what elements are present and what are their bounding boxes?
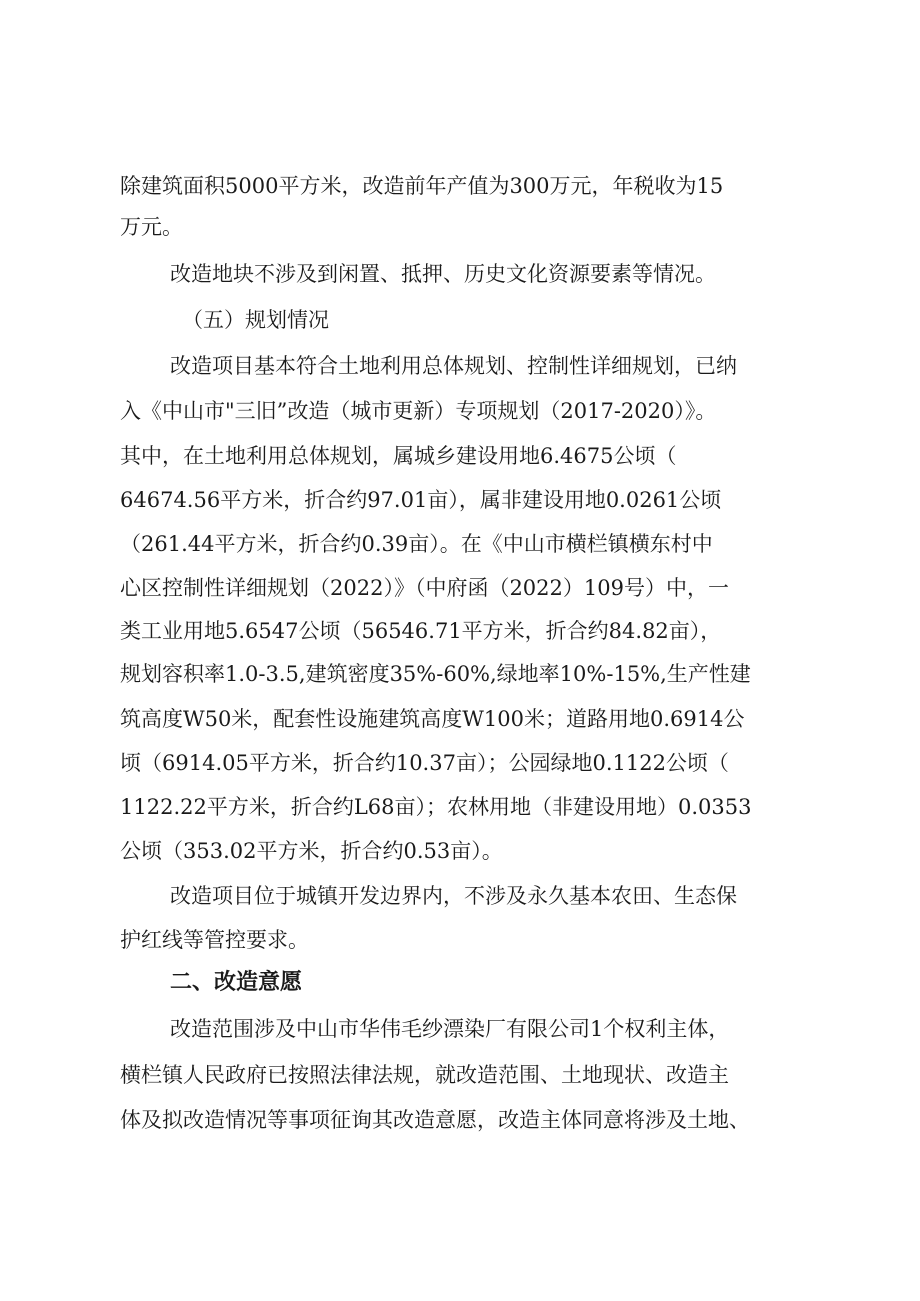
text-line: 改造范围涉及中山市华伟毛纱漂染厂有限公司1个权利主体， xyxy=(170,1017,730,1041)
section-subheading: （五）规划情况 xyxy=(182,308,329,332)
text-line: 改造地块不涉及到闲置、抵押、历史文化资源要素等情况。 xyxy=(170,262,716,286)
text-line: 入《中山市"三旧”改造（城市更新）专项规划（2017-2020）》。 xyxy=(120,399,717,423)
text-line: 64674.56平方米，折合约97.01亩），属非建设用地0.0261公顷 xyxy=(120,488,722,512)
text-line: 改造项目基本符合土地利用总体规划、控制性详细规划，已纳 xyxy=(170,354,737,378)
text-line: 规划容积率1.0-3.5,建筑密度35%-60%,绿地率10%-15%,生产性建 xyxy=(120,662,751,686)
section-heading: 二、改造意愿 xyxy=(170,970,303,995)
text-line: 万元。 xyxy=(120,215,183,239)
text-line: 其中，在土地利用总体规划，属城乡建设用地6.4675公顷（ xyxy=(120,444,677,468)
text-line: （261.44平方米，折合约0.39亩）。在《中山市横栏镇横东村中 xyxy=(120,532,713,556)
text-line: 顷（6914.05平方米，折合约10.37亩）；公园绿地0.1122公顷（ xyxy=(120,751,729,775)
text-line: 体及拟改造情况等事项征询其改造意愿，改造主体同意将涉及土地、 xyxy=(120,1108,750,1132)
text-line: 1122.22平方米，折合约L68亩）；农林用地（非建设用地）0.0353 xyxy=(120,795,752,819)
text-line: 除建筑面积5000平方米，改造前年产值为300万元，年税收为15 xyxy=(120,174,724,198)
text-line: 公顷（353.02平方米，折合约0.53亩）。 xyxy=(120,839,503,863)
text-line: 心区控制性详细规划（2022）》（中府函（2022）109号）中，一 xyxy=(120,576,729,600)
text-line: 筑高度W50米，配套性设施建筑高度W100米；道路用地0.6914公 xyxy=(120,707,745,731)
text-line: 横栏镇人民政府已按照法律法规，就改造范围、土地现状、改造主 xyxy=(120,1063,729,1087)
text-line: 护红线等管控要求。 xyxy=(120,928,309,952)
text-line: 类工业用地5.6547公顷（56546.71平方米，折合约84.82亩）， xyxy=(120,619,722,643)
text-line: 改造项目位于城镇开发边界内，不涉及永久基本农田、生态保 xyxy=(170,884,737,908)
